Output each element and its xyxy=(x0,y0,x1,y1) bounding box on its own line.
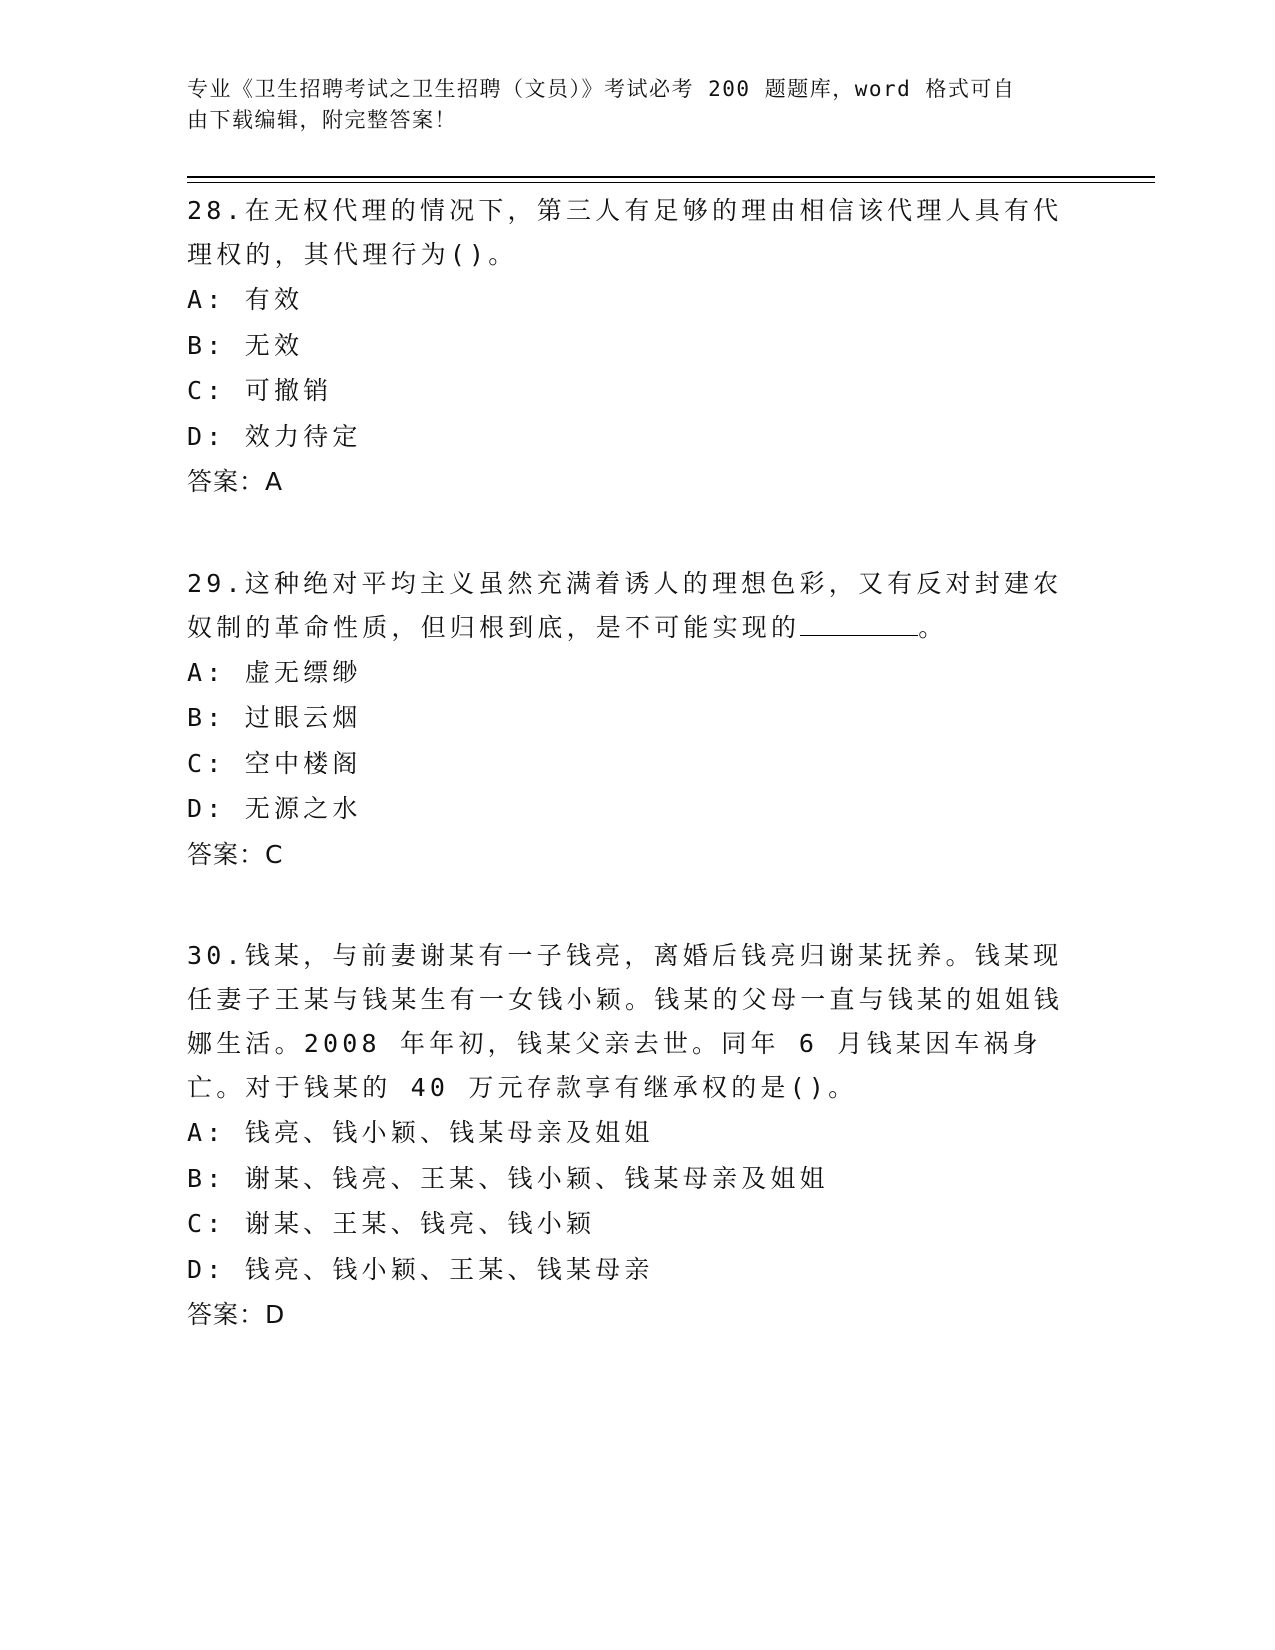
option-d: D: 效力待定 xyxy=(187,421,362,451)
question-text: 28.在无权代理的情况下，第三人有足够的理由相信该代理人具有代理权的，其代理行为()。 xyxy=(187,196,1063,269)
option-a: A: 虚无缥缈 xyxy=(187,657,362,687)
question-text xyxy=(187,562,1087,650)
option-b: B: 谢某、钱亮、王某、钱小颖、钱某母亲及姐姐 xyxy=(187,1163,829,1193)
header-divider-thick xyxy=(187,176,1155,178)
answer-line: 答案：D xyxy=(187,1300,286,1329)
question-28 xyxy=(187,189,1087,505)
answer-line: 答案：C xyxy=(187,839,284,869)
option-d: D: 无源之水 xyxy=(187,794,362,823)
option-b: B: 无效 xyxy=(187,330,304,360)
option-a: A: 钱亮、钱小颖、钱某母亲及姐姐 xyxy=(187,1118,654,1147)
question-text: 30.钱某，与前妻谢某有一子钱亮，离婚后钱亮归谢某抚养。钱某现任妻子王某与钱某生有一女钱小颖。钱某的父母一直与钱某的姐姐钱娜生活。2008 年年初，钱某父亲去世。同年 6 月钱某因车祸身亡。对于钱某的 40 万元存款享有继承权的是()。 xyxy=(187,941,1064,1102)
question-29 xyxy=(187,562,1087,878)
document-header xyxy=(187,74,1087,136)
question-30 xyxy=(187,934,1087,1338)
question-list xyxy=(187,189,1087,1395)
header-title-line-2: 由下载编辑，附完整答案！ xyxy=(187,108,457,132)
fill-in-blank xyxy=(800,611,918,636)
answer-line: 答案：A xyxy=(187,467,284,496)
option-c: C: 可撤销 xyxy=(187,376,333,405)
option-c: C: 谢某、王某、钱亮、钱小颖 xyxy=(187,1209,596,1238)
question-text-main: 29.这种绝对平均主义虽然充满着诱人的理想色彩，又有反对封建农奴制的革命性质，但归根到底，是不可能实现的 xyxy=(187,568,1063,642)
header-divider-thin xyxy=(187,182,1155,183)
question-text-end: 。 xyxy=(918,612,948,642)
header-title-line-1: 专业《卫生招聘考试之卫生招聘（文员）》考试必考 200 题题库，word 格式可自 xyxy=(187,77,1016,101)
option-a: A: 有效 xyxy=(187,285,304,314)
option-b: B: 过眼云烟 xyxy=(187,703,362,732)
option-c: C: 空中楼阁 xyxy=(187,748,362,778)
option-d: D: 钱亮、钱小颖、王某、钱某母亲 xyxy=(187,1254,654,1284)
